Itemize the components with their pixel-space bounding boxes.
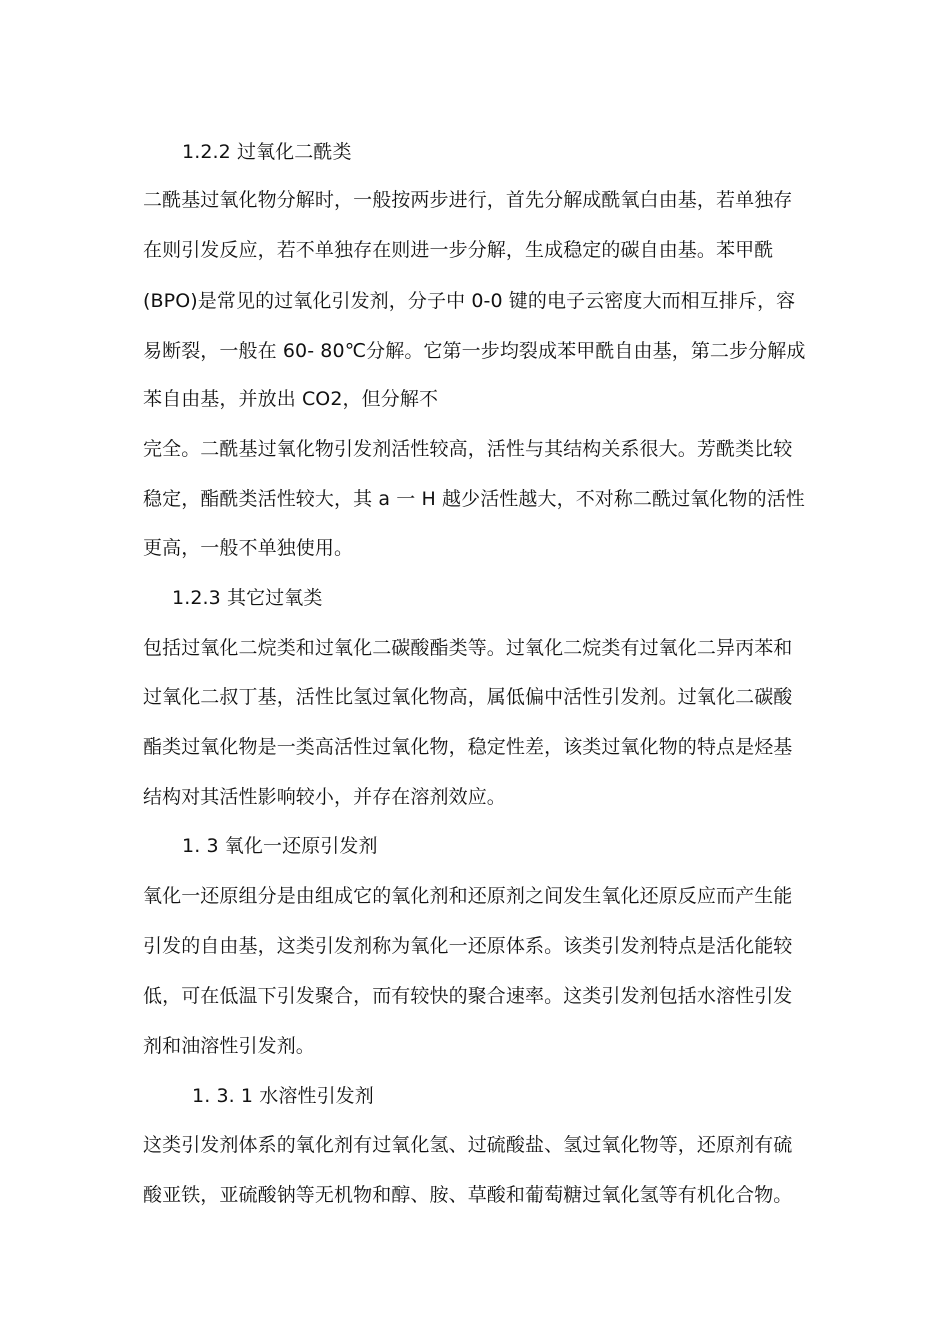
section-heading-1-3-1: 1. 3. 1 水溶性引发剂 [192, 1085, 374, 1107]
paragraph-line: 包括过氧化二烷类和过氧化二碳酸酯类等。过氧化二烷类有过氧化二异丙苯和 [143, 637, 793, 659]
section-heading-1-2-2: 1.2.2 过氧化二酰类 [182, 141, 352, 163]
paragraph-line: 稳定，酯酰类活性较大，其 a 一 H 越少活性越大，不对称二酰过氧化物的活性 [143, 488, 805, 510]
paragraph-line: 完全。二酰基过氧化物引发剂活性较高，活性与其结构关系很大。芳酰类比较 [143, 438, 793, 460]
paragraph-line: 更高，一般不单独使用。 [143, 537, 354, 559]
paragraph-line: 低，可在低温下引发聚合，而有较快的聚合速率。这类引发剂包括水溶性引发 [143, 985, 793, 1007]
section-heading-1-2-3: 1.2.3 其它过氧类 [172, 587, 323, 609]
paragraph-line: 苯自由基，并放出 CO2，但分解不 [143, 388, 439, 410]
paragraph-line: 在则引发反应，若不单独存在则进一步分解，生成稳定的碳自由基。苯甲酰 [143, 239, 774, 261]
paragraph-line: 过氧化二叔丁基，活性比氢过氧化物高，属低偏中活性引发剂。过氧化二碳酸 [143, 686, 793, 708]
paragraph-line: 易断裂，一般在 60- 80℃分解。它第一步均裂成苯甲酰自由基，第二步分解成 [143, 340, 806, 362]
paragraph-line: 引发的自由基，这类引发剂称为氧化一还原体系。该类引发剂特点是活化能较 [143, 935, 793, 957]
paragraph-line: 剂和油溶性引发剂。 [143, 1035, 315, 1057]
paragraph-line: 酯类过氧化物是一类高活性过氧化物，稳定性差，该类过氧化物的特点是烃基 [143, 736, 793, 758]
paragraph-line: 这类引发剂体系的氧化剂有过氧化氢、过硫酸盐、氢过氧化物等，还原剂有硫 [143, 1134, 793, 1156]
paragraph-line: 酸亚铁，亚硫酸钠等无机物和醇、胺、草酸和葡萄糖过氧化氢等有机化合物。 [143, 1184, 793, 1206]
paragraph-line: (BPO)是常见的过氧化引发剂，分子中 0-0 键的电子云密度大而相互排斥，容 [143, 290, 796, 312]
paragraph-line: 氧化一还原组分是由组成它的氧化剂和还原剂之间发生氧化还原反应而产生能 [143, 885, 793, 907]
paragraph-line: 二酰基过氧化物分解时，一般按两步进行，首先分解成酰氧白由基，若单独存 [143, 189, 793, 211]
section-heading-1-3: 1. 3 氧化一还原引发剂 [182, 835, 378, 857]
paragraph-line: 结构对其活性影响较小，并存在溶剂效应。 [143, 786, 506, 808]
